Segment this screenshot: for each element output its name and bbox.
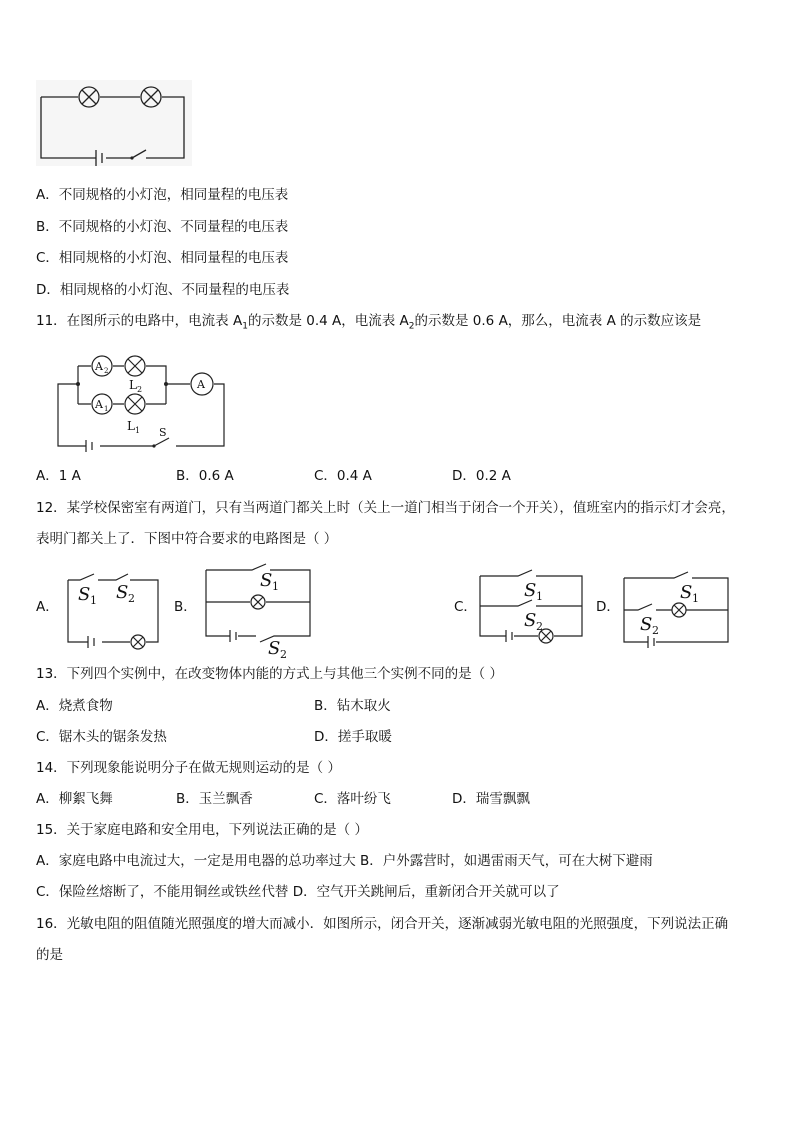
svg-text:1: 1 [90,594,97,607]
svg-text:A: A [95,398,103,411]
q12-option-c-diagram[interactable] [474,570,586,648]
q13-option-b[interactable]: B．钻木取火 [314,698,391,714]
q11-circuit-diagram [54,352,230,450]
svg-text:A: A [197,378,205,391]
svg-text:1: 1 [692,592,699,605]
q15-options-line2[interactable]: C．保险丝熔断了，不能用铜丝或铁丝代替 D．空气开关跳闸后，重新闭合开关就可以了 [36,884,560,900]
q10-option-d[interactable]: D．相同规格的小灯泡、不同量程的电压表 [36,282,290,298]
svg-text:1: 1 [536,590,543,603]
svg-text:S: S [78,584,91,605]
q14-stem: 14．下列现象能说明分子在做无规则运动的是（ ） [36,760,341,776]
q14-option-c[interactable]: C．落叶纷飞 [314,791,391,807]
svg-text:1: 1 [135,426,141,435]
q11-option-b[interactable]: B．0.6 A [176,468,234,484]
svg-text:S: S [268,638,281,659]
svg-text:S: S [116,582,129,603]
svg-text:A: A [95,360,103,373]
q10-option-a[interactable]: A．不同规格的小灯泡，相同量程的电压表 [36,187,289,203]
q11-stem: 11．在图所示的电路中，电流表 $A_1$的示数是 0.4 A，电流表 $A_2$的示数是 0.6 A，那么，电流表 A 的示数应该是 [36,313,702,332]
q13-stem: 13．下列四个实例中，在改变物体内能的方式上与其他三个实例不同的是（ ） [36,666,503,682]
q12-option-b-label[interactable]: B． [174,599,197,615]
svg-text:S: S [524,580,537,601]
q12-option-a-label[interactable]: A． [36,599,59,615]
q15-stem: 15．关于家庭电路和安全用电，下列说法正确的是（ ） [36,822,368,838]
svg-text:S: S [159,426,167,439]
svg-text:S: S [524,610,537,631]
q11-option-c[interactable]: C．0.4 A [314,468,372,484]
q12-option-b-diagram[interactable] [200,566,314,661]
svg-text:2: 2 [128,592,135,605]
q12-stem-line1: 12．某学校保密室有两道门，只有当两道门都关上时（关上一道门相当于闭合一个开关），值班室内的指示灯才会亮， [36,500,735,516]
q16-stem-line2: 的是 [36,947,63,963]
q10-option-c[interactable]: C．相同规格的小灯泡、相同量程的电压表 [36,250,289,266]
svg-text:2: 2 [137,385,143,394]
q12-option-c-label[interactable]: C． [454,599,477,615]
q12-stem-line2: 表明门都关上了．下图中符合要求的电路图是（ ） [36,531,338,547]
svg-text:L: L [127,419,135,433]
q10-circuit-diagram [36,80,192,166]
q12-option-a-diagram[interactable] [60,568,164,648]
q12-option-d-diagram[interactable] [618,570,732,650]
q14-option-a[interactable]: A．柳絮飞舞 [36,791,113,807]
svg-text:S: S [680,582,693,603]
svg-text:2: 2 [280,648,287,661]
svg-text:2: 2 [104,367,109,375]
svg-text:1: 1 [272,580,279,593]
q12-option-d-label[interactable]: D． [596,599,620,615]
svg-text:2: 2 [652,624,659,637]
q13-option-c[interactable]: C．锯木头的锯条发热 [36,729,167,745]
svg-text:S: S [640,614,653,635]
q14-option-b[interactable]: B．玉兰飘香 [176,791,253,807]
q14-option-d[interactable]: D．瑞雪飘飘 [452,791,530,807]
svg-text:2: 2 [536,620,543,633]
q13-option-a[interactable]: A．烧煮食物 [36,698,113,714]
q10-option-b[interactable]: B．不同规格的小灯泡、不同量程的电压表 [36,219,289,235]
svg-text:S: S [260,570,273,591]
q11-option-a[interactable]: A．1 A [36,468,81,484]
svg-text:L: L [129,378,137,392]
q13-option-d[interactable]: D．搓手取暖 [314,729,392,745]
q11-option-d[interactable]: D．0.2 A [452,468,511,484]
q16-stem-line1: 16．光敏电阻的阻值随光照强度的增大而减小．如图所示，闭合开关，逐渐减弱光敏电阻的光照强度，下列说法正确 [36,916,729,932]
q15-options-line1[interactable]: A．家庭电路中电流过大，一定是用电器的总功率过大 B．户外露营时，如遇雷雨天气，可在大树下避雨 [36,853,653,869]
svg-text:1: 1 [104,405,109,413]
